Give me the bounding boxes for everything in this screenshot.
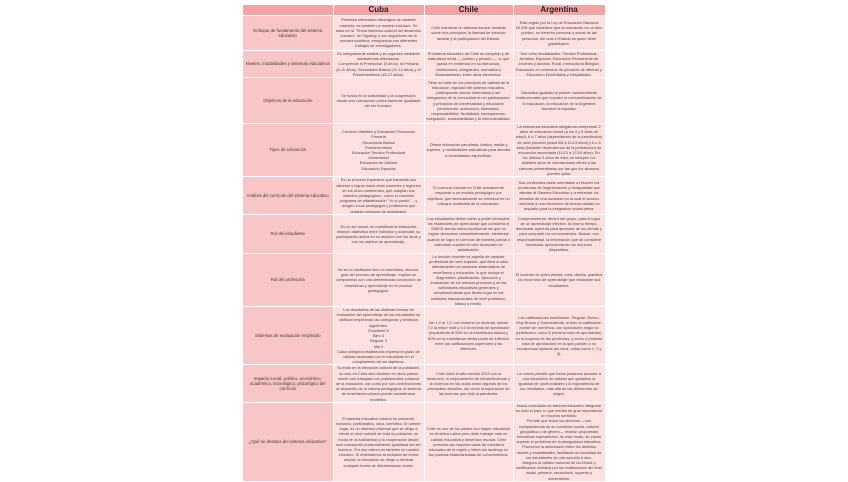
cell-text: El sistema educativo cubano es universal, inclusivo, participativo, laico, científico. En primer lugar, es un sistema universal que se dirige a elevar el nivel cultural de toda la población, se funda en la solidaridad y la cooperación desde una concepción profundamente igualitaria del ser humano. Por eso mismo es también un modelo inclusivo. Si entendemos la inclusión de forma amplia, la educación se dirige a eliminar cualquier forma de discriminación social.: [335, 415, 421, 468]
table-row: [243, 365, 605, 402]
table-row: [243, 51, 605, 78]
cell-text: Está regido por la Ley de Educación Nacional 26.206 que establece que la educación es un bien público, un derecho personal y social de las personas, del cual el Estado es quien debe garantizarlo.: [515, 19, 603, 46]
row-header: Objetivos de la educación: [243, 78, 333, 124]
cell-cuba: [333, 307, 424, 365]
cell-text: Es un proceso expansivo que transmite sus saberes y logros hacia otras naciones y regiones en los cinco continentes, que adoptan sus métodos pedagógicos - como el conocido programa de alfabetización "Yo sí puedo" -, y acogen a sus pedagogos y profesores que realizan misiones de solidaridad.: [336, 177, 421, 214]
cell-chile: [424, 177, 513, 215]
cell-text: Se funda en la solidaridad y la cooperación desde una concepción profundamente igualitaria del ser humano.: [336, 92, 421, 109]
table-row: [243, 16, 605, 51]
cell-chile: [424, 215, 513, 254]
cell-text: Círculos Infantiles y Educación Preescolar Primaria Secundaria Básica Preuniversitario Educación Técnica Profesional Universidad Educación de Adultos Educación Especial: [342, 129, 415, 171]
cell-text: Presenta orientación ideológica de carácter marxista, es también un modelo inclusivo. Se basa en la "Teoría histórico-cultural del desarrollo humano" de Vigotsky y sus seguidores de la escuela soviética, enriquecida con diferentes trabajos de investigadores.: [335, 17, 422, 49]
cell-argentina: [513, 254, 605, 307]
row-header: Rol del estudiante: [243, 215, 333, 254]
cell-chile: [424, 307, 513, 365]
cell-argentina: [513, 307, 605, 365]
cell-cuba: [333, 177, 424, 215]
cell-text: La estructura educativa obligatoria comprende 2 años de educación inicial (a los 4 y 5 años de edad), 6 o 7 años (dependiendo de la jurisdicción) de nivel primario (edad 5/6 a 11/13 años) y 6 o 5 años (también dependiendo de la jurisdicción) de educación secundaria (11/13 a 17/18 años). En los últimos 3 años de ésta, se incluyen los distintos tipos de orientaciones afines a las carreras universitarias por las que los alumnos pueden optar.: [515, 124, 603, 176]
cell-chile: [424, 402, 513, 481]
table-row: [243, 177, 605, 215]
cell-text: Es íntegramente estatal y se organiza mediante subsistemas articulados. Comprende el Preescolar (5 años), la Primaria (6-11 años), Secundaria Básica (12-14 años) y el Preuniversitario (15-17 años).: [336, 51, 421, 77]
cell-cuba: [333, 365, 424, 402]
cell-argentina: [513, 51, 605, 78]
header-argentina: Argentina: [513, 5, 605, 16]
cell-text: Es un ser social, se manifiesta la indisoluble relación dialéctica entre individuo y sociedad, su participación activa en su relación con los otros y con los objetos de aprendizaje.: [336, 223, 421, 245]
cell-argentina: [513, 124, 605, 177]
table-row: [243, 215, 605, 254]
cell-cuba: [333, 124, 424, 177]
cell-chile: [424, 254, 513, 307]
comparison-table: [243, 5, 606, 482]
cell-text: Son ocho modalidades: Técnico Profesional, Artística, Especial, Educación Permanente de Jóvenes y Adultos, Rural, Intercultural Bilingüe, Educación en contextos de privación de libertad y Educación Domiciliaria y Hospitalaria.: [516, 51, 602, 77]
table-row: [243, 78, 605, 124]
header-cuba: Cuba: [333, 5, 424, 16]
cell-text: Sus contenidos están orientados a resolver los problemas de fragmentación y desigualdad que afectan al Sistema Educativo y a enfrentar los desafíos de una sociedad en la cual el acceso universal a una educación de buena calidad es requisito para la integración social plena.: [518, 179, 600, 211]
cell-text: El docente es quien piensa, crea, diseña, planifica los recorridos de aprendizaje que realizarán sus estudiantes.: [515, 272, 603, 288]
cell-cuba: [333, 215, 424, 254]
cell-argentina: [513, 78, 605, 124]
row-header: Niveles, modalidades y sistemas educativos: [243, 51, 333, 78]
cell-text: Del 1,0 al 7,0: con máximo un decimal, siendo 7,0 la mejor nota y 4,0 la mínima de aprobación (equivalente al 55% en la enseñanza básica y 60% en la enseñanza media punto de inflexión entre las calificaciones superiores y las inferiores.: [427, 320, 510, 352]
cell-chile: [424, 365, 513, 402]
row-header: Rol del profesor/a: [243, 254, 333, 307]
cell-argentina: [513, 365, 605, 402]
cell-text: La función docente es aquella de carácter profesional de nivel superior, que lleva a cabo directamente los procesos sistemáticos de enseñanza y educación, lo que incluye el diagnóstico, planificación, ejecución y evaluación de los mismos procesos y de las actividades educativas generales y complementarias que tienen lugar en las unidades educacionales de nivel prebásico, básico y medio.: [429, 254, 508, 306]
cell-argentina: [513, 177, 605, 215]
cell-cuba: [333, 16, 424, 51]
cell-text: Los resultados de las distintas formas de evaluación del aprendizaje de los estudiantes se califican empleando las categorías y símbolos siguientes: Excelente 5 Bien 4 Regular 3 Mal 2 Cada categoría establecida expresa el grado de calidad alcanzado por el estudiante en el cumplimiento de los objetivos.: [336, 307, 421, 365]
row-header: Análisis del currículo del sistema educativo: [243, 177, 333, 215]
cell-text: busca consolidar un sistema educativo integrado en todo el país, lo que resulta de gran importancia en muchos sentidos: Permite que todos los alumnos —con independencia de su condición social, cultural geográfica o de género— reciban propuestas formativas equivalentes; de este modo, se puede superar el problema de la desigualdad educativa. Promueve la articulación entre los distintos niveles y modalidades, facilitando la movilidad de los estudiantes de una escuela a otra. Asegura la validez nacional de los títulos y certificados emitidos por las instituciones del nivel inicial, primario, secundario, superior y universitario.: [515, 402, 603, 481]
row-header: Enfoque de fundamento del sistema educativo: [243, 16, 333, 51]
header-chile: Chile: [424, 5, 513, 16]
cell-chile: [424, 16, 513, 51]
row-header: Impacto social, político, económico, académico, tecnológico, psicológico del currículo: [243, 365, 333, 402]
table-row: [243, 402, 605, 481]
table-row: [243, 124, 605, 177]
cell-text: El sistema educativo de Chile es complejo y de naturaleza mixta — público y privado —, lo que queda en evidencia en su estructura, instituciones, integrantes, normativa y financiamiento, entre otros elementos.: [427, 51, 510, 77]
header-blank: [243, 5, 333, 16]
row-header: ¿Qué se destaca del sistema educativo?: [243, 402, 333, 481]
cell-text: Los estudiantes deben saber y poder demostrar los estándares de aprendizaje que considera el SIMCE siendo estos insuficiente los que no logran demostrar consistentemente, elemental cuando se logra el currículo de manera parcial y adecuado cuando el nivel alcanzado es satisfactorio.: [426, 215, 511, 253]
cell-text: La norma permite que todos podamos acceder a una educación de calidad que garantice la igualdad de oportunidades y la equivalencia de los resultados, más allá de las diferencias de origen.: [517, 370, 601, 397]
cell-cuba: [333, 78, 424, 124]
header-row: [243, 5, 605, 16]
cell-chile: [424, 124, 513, 177]
cell-chile: [424, 78, 513, 124]
cell-text: Su éxito en la elevación cultural de la población, no solo en Cuba sino también en otros países donde han trabajado los profesionales cubanos de la educación, así como por sus contribuciones al desarrollo de la ciencia pedagógica, el sistema de enseñanza cubano puede considerarse modélico.: [335, 365, 422, 402]
row-header: Tipos de educación: [243, 124, 333, 177]
cell-chile: [424, 51, 513, 78]
cell-text: No es un facilitador sino un orientador, director, guía del proceso de aprendizaje. Implica un compromiso con una determinada concepción de enseñanza y aprendizaje en el proceso pedagógico.: [336, 267, 421, 293]
cell-text: Comprometerse, dentro del grupo, para el logro de un aprendizaje efectivo. Al mismo tiempo, demostrar apertura para aprender de los demás y para compartir los conocimientos. Buscar, con responsabilidad, la información que se considere necesaria, aprovechando los recursos disponibles.: [516, 215, 602, 253]
cell-cuba: [333, 402, 424, 481]
table-row: [243, 254, 605, 307]
cell-argentina: [513, 16, 605, 51]
cell-cuba: [333, 254, 424, 307]
cell-argentina: [513, 215, 605, 254]
cell-text: Ofrece educación parvularia, básica, media y superior, y modalidades educativas para atender a necesidades específicas.: [426, 142, 511, 158]
cell-argentina: [513, 402, 605, 481]
table-row: [243, 307, 605, 365]
row-header: Sistemas de evaluación empleado: [243, 307, 333, 365]
cell-text: Garantiza igualdad al poseer características institucionales que impiden la mercantilización de la educación, la educación de la Argentina favorece la equidad.: [516, 90, 602, 111]
cell-text: Chile inició el año escolar 2023 con la deserción, el mejoramiento de infraestructuras y la violencia en las aulas como algunos de los principales desafíos, así como la superación de las brechas que dejó la pandemia.: [426, 370, 511, 397]
cell-text: Chile mantiene un sistema escolar fundado sobre dos principios: la libertad de elección familiar y la participación del Estado.: [431, 25, 506, 41]
cell-text: Tiene su base en los principios de calidad de la educación, equidad del sistema educativo, participación siendo informados y ser integrantes de la comunidad en su participación y principios de universalidad y educación permanente, autonomía, diversidad, responsabilidad, flexibilidad, transparencia, integración, sustentabilidad y la interculturalidad.: [426, 79, 511, 122]
cell-text: El currículo escolar en Chile actualmente responde a un modelo pedagógico por objetivos, que esencialmente se enmarca en un enfoque positivista de la educación.: [427, 185, 510, 206]
cell-text: Las calificaciones Insuficiente, Regular, Bueno, Muy Bueno y Sobresaliente, si bien la calificación puede ser numérica, con aprobación según la jurisdicción, como 6 (mínima nota de aprobación) en la mayoría de las provincias, y como 4 (mínima nota de aprobación) en la que pueden o no incorporarse aplazos (es decir, notas como 1, 2 y 3).: [515, 314, 603, 357]
cell-text: Chile es uno de los países con mayor educación en América Latina pero debe trabajar más en calidad educativa y deserción escolar. Chile presenta las mayores tasas de cobertura educativa de la región y lidera los rankings en las pruebas estandarizadas de conocimientos.: [426, 426, 511, 458]
cell-cuba: [333, 51, 424, 78]
